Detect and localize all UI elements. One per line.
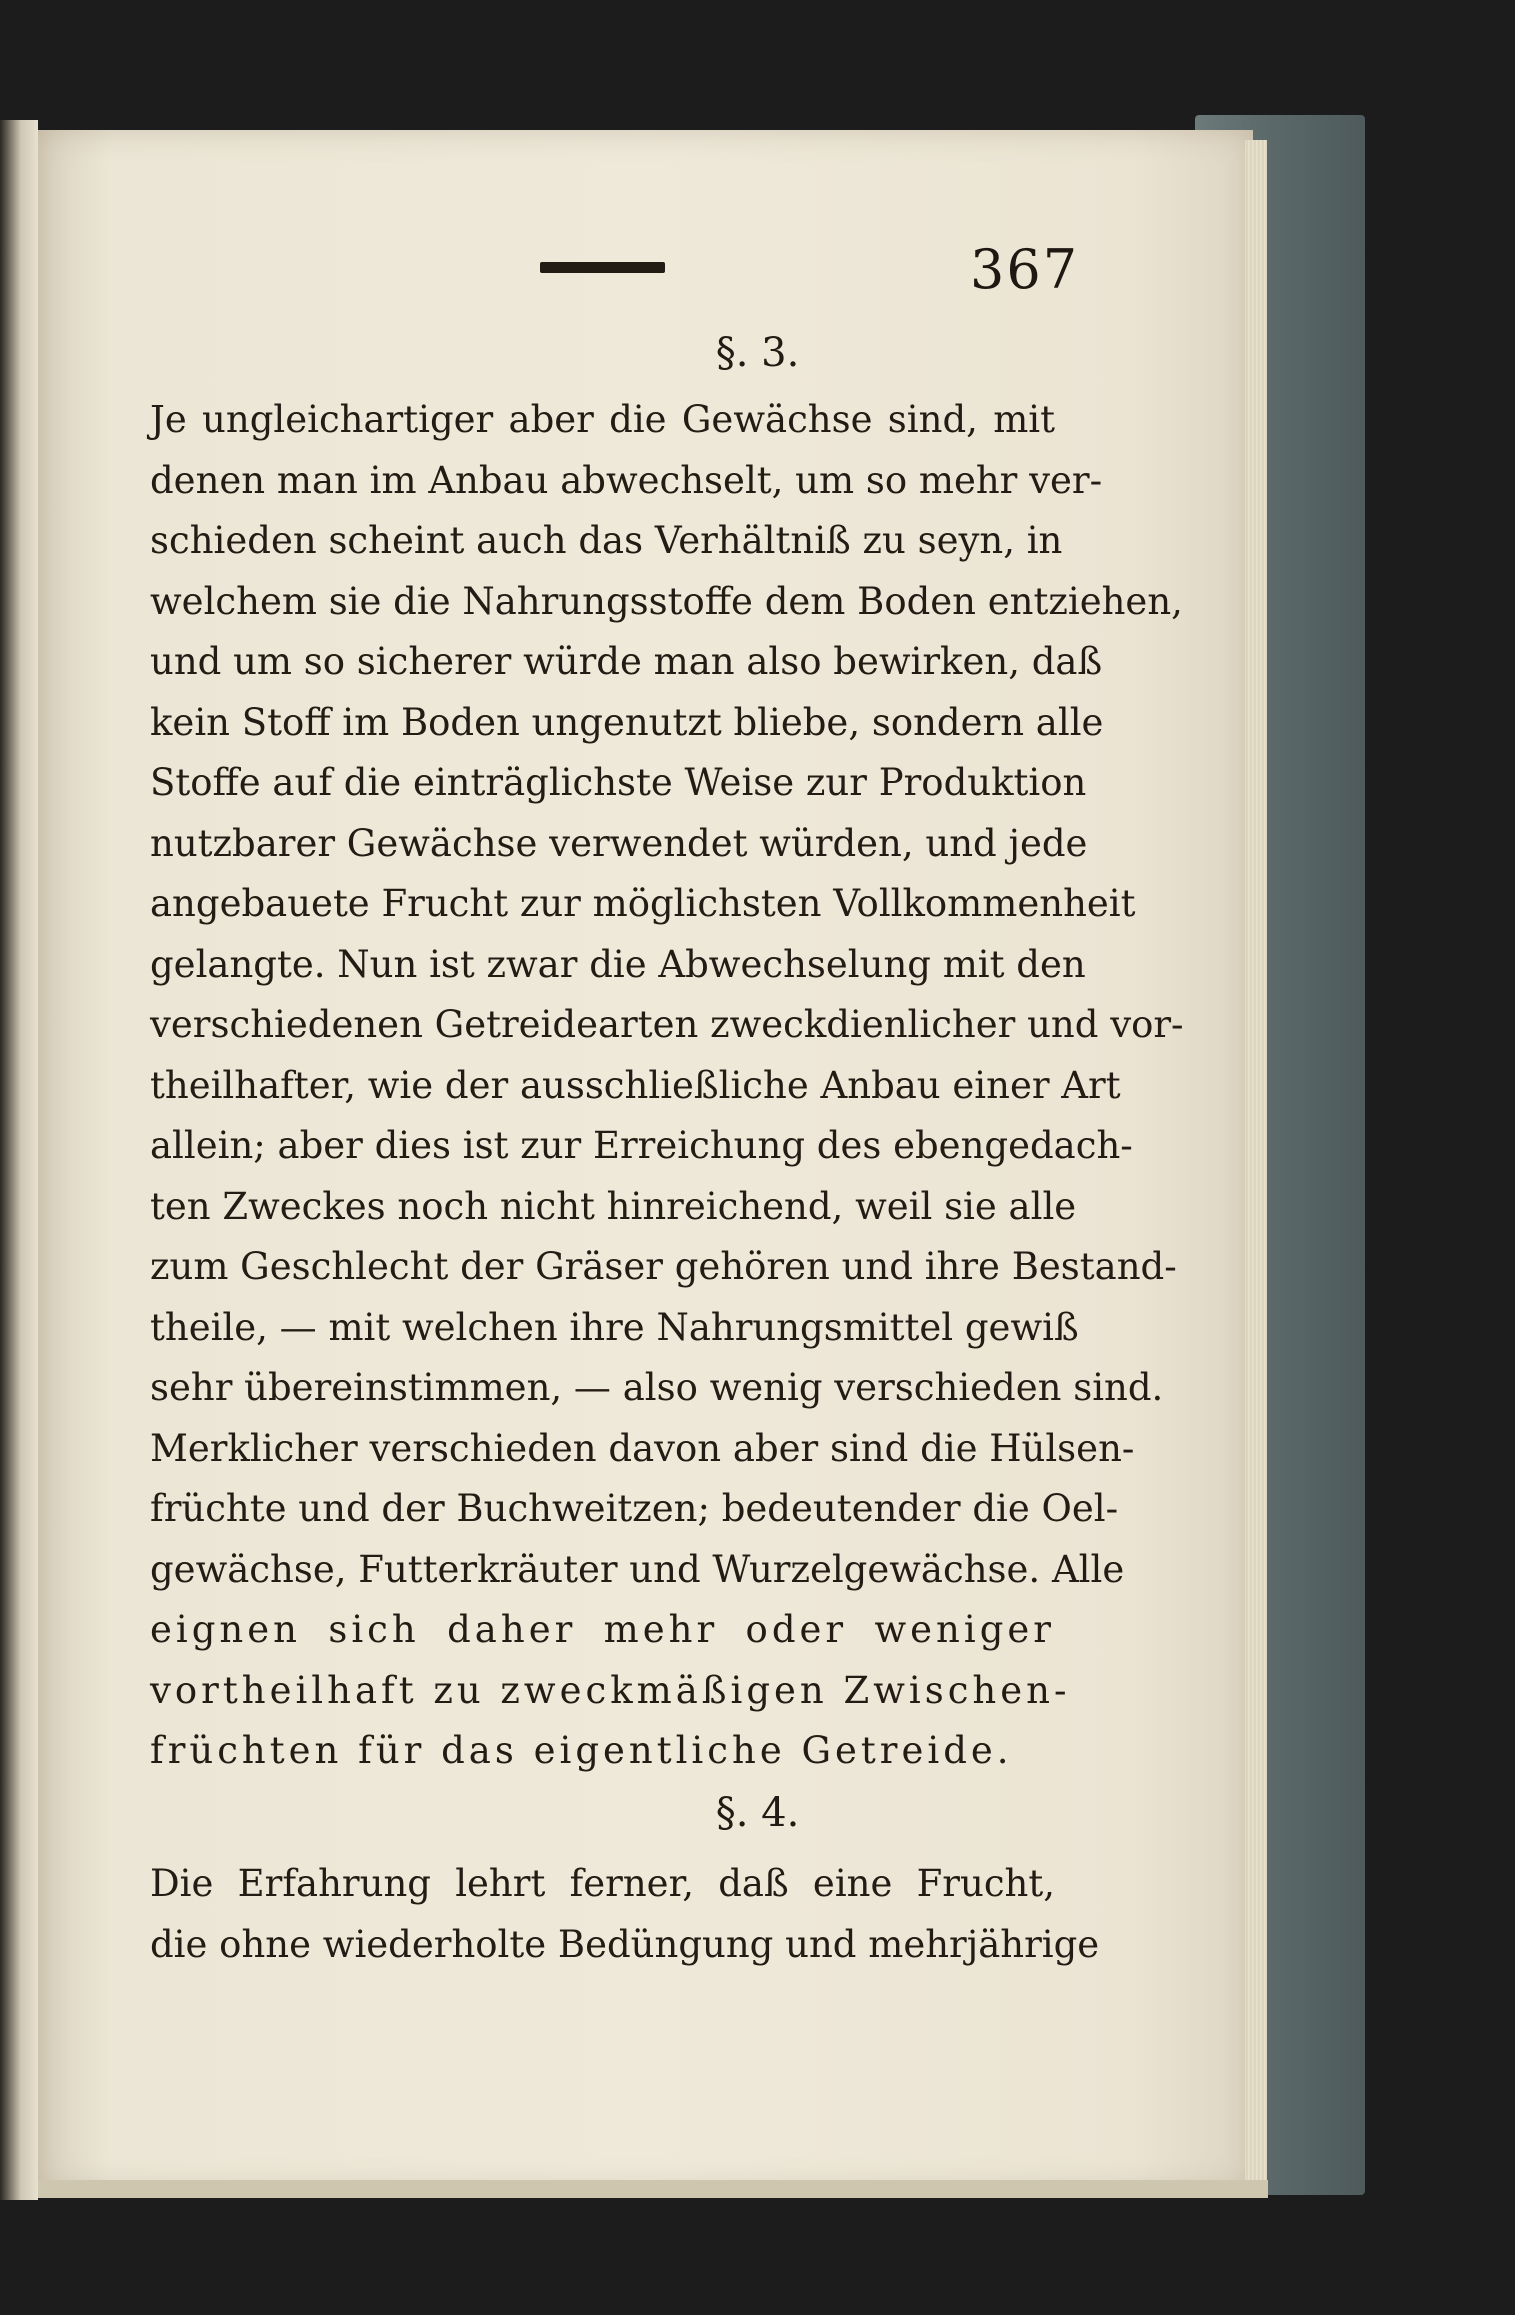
text-line: theile, — mit welchen ihre Nahrungsmittel gewiß [150,1305,1079,1349]
text-line: früchten für das eigentliche Getreide. [150,1729,1013,1772]
text-line: allein; aber dies ist zur Erreichung des ebengedach- [150,1124,1133,1167]
text-line: Je ungleichartiger aber die Gewächse sind, mit [150,398,1055,441]
text-line: schieden scheint auch das Verhältniß zu seyn, in [150,519,1063,562]
text-line: nutzbarer Gewächse verwendet würden, und jede [150,821,1088,865]
text-line: vortheilhaft zu zweckmäßigen Zwischen- [150,1668,1071,1712]
text-line: kein Stoff im Boden ungenutzt bliebe, sondern alle [150,700,1104,744]
section-heading-3: §. 3. [715,330,800,376]
text-line: und um so sicherer würde man also bewirken, daß [150,640,1103,683]
text-line: eignen sich daher mehr oder weniger [150,1608,1055,1651]
text-line: gelangte. Nun ist zwar die Abwechselung mit den [150,942,1086,986]
text-line: zum Geschlecht der Gräser gehören und ihre Bestand- [150,1245,1177,1288]
header-rule [540,262,665,273]
text-line: theilhafter, wie der ausschließliche Anbau einer Art [150,1063,1121,1107]
page-bottom-edge [38,2180,1268,2198]
text-line: Stoffe auf die einträglichste Weise zur Produktion [150,761,1087,804]
text-line: angebauete Frucht zur möglichsten Vollkommenheit [150,882,1136,925]
text-line: die ohne wiederholte Bedüngung und mehrjährige [150,1922,1100,1966]
text-line: Merklicher verschieden davon aber sind die Hülsen- [150,1426,1135,1470]
section-heading-4: §. 4. [715,1790,800,1836]
text-line: Die Erfahrung lehrt ferner, daß eine Frucht, [150,1862,1055,1905]
left-page-edge [0,120,38,2200]
text-line: verschiedenen Getreidearten zweckdienlicher und vor- [150,1003,1184,1046]
text-line: gewächse, Futterkräuter und Wurzelgewächse. Alle [150,1547,1125,1591]
page-number: 367 [970,238,1080,301]
text-line: welchem sie die Nahrungsstoffe dem Boden entziehen, [150,579,1183,623]
page-stack-edge [1245,140,1267,2180]
text-line: früchte und der Buchweitzen; bedeutender die Oel- [150,1487,1119,1530]
text-line: sehr übereinstimmen, — also wenig verschieden sind. [150,1366,1164,1409]
text-line: ten Zweckes noch nicht hinreichend, weil sie alle [150,1184,1077,1228]
text-line: denen man im Anbau abwechselt, um so mehr ver- [150,458,1103,502]
